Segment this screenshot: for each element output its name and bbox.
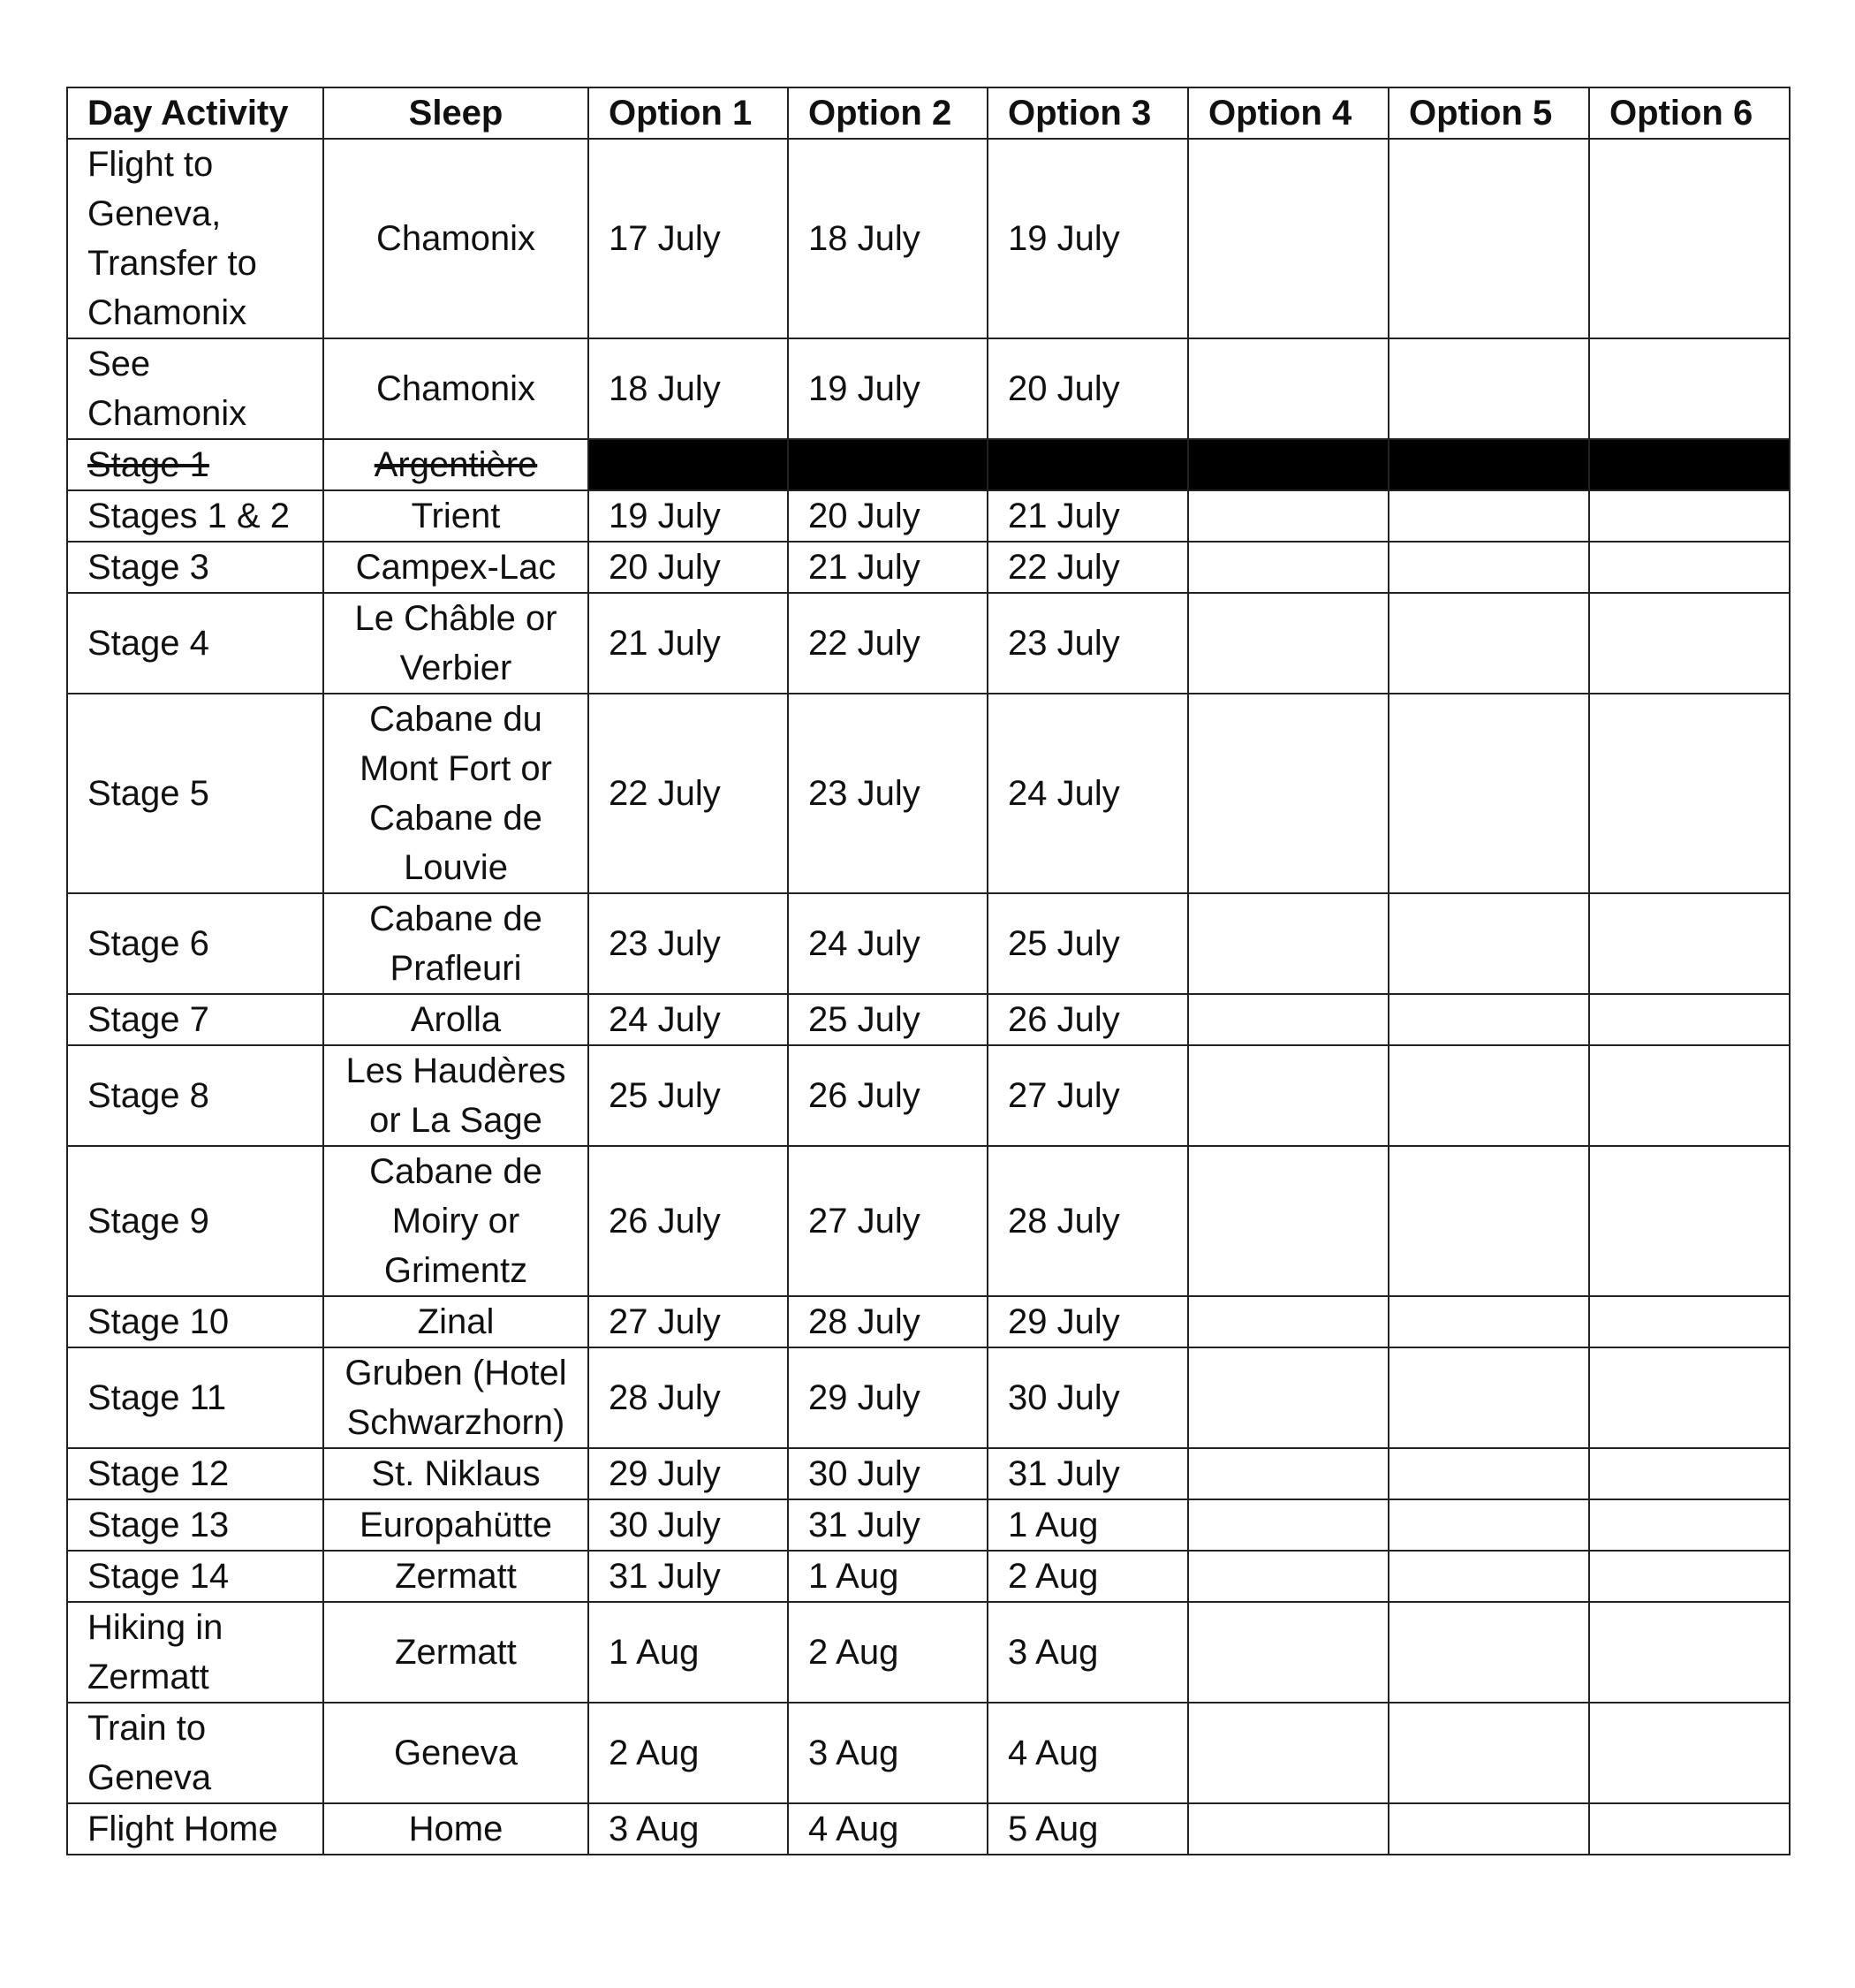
sleep-cell: Argentière (323, 439, 588, 490)
table-row (67, 1296, 1790, 1347)
option-2-date-cell: 21 July (788, 542, 988, 593)
option-5-date-cell (1389, 1347, 1589, 1448)
option-5-date-cell (1389, 1499, 1589, 1551)
option-6-date-cell (1589, 1703, 1790, 1803)
activity-cell: Stage 6 (67, 893, 323, 994)
option-6-date-cell (1589, 1347, 1790, 1448)
table-row (67, 1499, 1790, 1551)
option-4-date-cell (1188, 1551, 1389, 1602)
table-row (67, 1602, 1790, 1703)
option-3-date-cell: 31 July (988, 1448, 1188, 1499)
sleep-cell: Chamonix (323, 139, 588, 338)
option-1-date-cell: 21 July (588, 593, 788, 694)
activity-cell: Stage 9 (67, 1146, 323, 1296)
option-2-date-cell: 20 July (788, 490, 988, 542)
option-6-date-cell (1589, 1045, 1790, 1146)
option-4-date-cell (1188, 1499, 1389, 1551)
table-row (67, 1347, 1790, 1448)
option-6-date-cell (1589, 694, 1790, 893)
table-row (67, 1045, 1790, 1146)
option-2-date-cell: 27 July (788, 1146, 988, 1296)
option-6-date-cell (1589, 893, 1790, 994)
option-6-date-cell (1589, 439, 1790, 490)
sleep-cell: Cabane du Mont Fort or Cabane de Louvie (323, 694, 588, 893)
option-2-date-cell: 1 Aug (788, 1551, 988, 1602)
column-header-option-2: Option 2 (788, 87, 988, 139)
option-3-date-cell: 4 Aug (988, 1703, 1188, 1803)
activity-cell: Stage 1 (67, 439, 323, 490)
table-row (67, 439, 1790, 490)
option-6-date-cell (1589, 139, 1790, 338)
sleep-cell: Les Haudères or La Sage (323, 1045, 588, 1146)
option-1-date-cell: 31 July (588, 1551, 788, 1602)
option-6-date-cell (1589, 1803, 1790, 1855)
activity-cell: Flight to Geneva, Transfer to Chamonix (67, 139, 323, 338)
option-4-date-cell (1188, 1045, 1389, 1146)
option-5-date-cell (1389, 542, 1589, 593)
option-5-date-cell (1389, 338, 1589, 439)
option-1-date-cell: 25 July (588, 1045, 788, 1146)
activity-cell: Flight Home (67, 1803, 323, 1855)
option-3-date-cell: 2 Aug (988, 1551, 1188, 1602)
option-5-date-cell (1389, 1703, 1589, 1803)
option-2-date-cell: 19 July (788, 338, 988, 439)
activity-cell: Stage 5 (67, 694, 323, 893)
sleep-cell: Zermatt (323, 1551, 588, 1602)
table-row (67, 1803, 1790, 1855)
activity-cell: Stage 3 (67, 542, 323, 593)
option-1-date-cell: 26 July (588, 1146, 788, 1296)
option-1-date-cell: 24 July (588, 994, 788, 1045)
option-4-date-cell (1188, 994, 1389, 1045)
option-3-date-cell: 21 July (988, 490, 1188, 542)
table-row (67, 1448, 1790, 1499)
option-6-date-cell (1589, 1146, 1790, 1296)
option-3-date-cell: 3 Aug (988, 1602, 1188, 1703)
option-1-date-cell: 27 July (588, 1296, 788, 1347)
option-3-date-cell (988, 439, 1188, 490)
sleep-cell: Europahütte (323, 1499, 588, 1551)
option-2-date-cell (788, 439, 988, 490)
itinerary-table (66, 87, 1791, 1855)
option-5-date-cell (1389, 1803, 1589, 1855)
option-1-date-cell: 20 July (588, 542, 788, 593)
option-3-date-cell: 23 July (988, 593, 1188, 694)
option-1-date-cell: 23 July (588, 893, 788, 994)
option-2-date-cell: 18 July (788, 139, 988, 338)
option-1-date-cell: 17 July (588, 139, 788, 338)
column-header-option-3: Option 3 (988, 87, 1188, 139)
sleep-cell: Zinal (323, 1296, 588, 1347)
option-1-date-cell: 22 July (588, 694, 788, 893)
option-2-date-cell: 23 July (788, 694, 988, 893)
option-2-date-cell: 28 July (788, 1296, 988, 1347)
option-6-date-cell (1589, 1551, 1790, 1602)
column-header-option-5: Option 5 (1389, 87, 1589, 139)
option-4-date-cell (1188, 1703, 1389, 1803)
option-3-date-cell: 19 July (988, 139, 1188, 338)
sleep-cell: St. Niklaus (323, 1448, 588, 1499)
option-6-date-cell (1589, 1296, 1790, 1347)
option-1-date-cell: 1 Aug (588, 1602, 788, 1703)
option-2-date-cell: 25 July (788, 994, 988, 1045)
option-3-date-cell: 30 July (988, 1347, 1188, 1448)
option-5-date-cell (1389, 1045, 1589, 1146)
option-4-date-cell (1188, 139, 1389, 338)
option-5-date-cell (1389, 1551, 1589, 1602)
option-5-date-cell (1389, 490, 1589, 542)
option-3-date-cell: 27 July (988, 1045, 1188, 1146)
activity-cell: Stage 11 (67, 1347, 323, 1448)
sleep-cell: Campex-Lac (323, 542, 588, 593)
table-row (67, 694, 1790, 893)
activity-cell: Stage 8 (67, 1045, 323, 1146)
option-3-date-cell: 22 July (988, 542, 1188, 593)
option-6-date-cell (1589, 1499, 1790, 1551)
option-2-date-cell: 26 July (788, 1045, 988, 1146)
option-6-date-cell (1589, 1448, 1790, 1499)
option-1-date-cell: 2 Aug (588, 1703, 788, 1803)
table-row (67, 542, 1790, 593)
table-body (67, 139, 1790, 1855)
option-2-date-cell: 29 July (788, 1347, 988, 1448)
option-4-date-cell (1188, 1296, 1389, 1347)
option-2-date-cell: 30 July (788, 1448, 988, 1499)
option-4-date-cell (1188, 439, 1389, 490)
option-6-date-cell (1589, 490, 1790, 542)
option-1-date-cell: 29 July (588, 1448, 788, 1499)
option-2-date-cell: 22 July (788, 593, 988, 694)
option-5-date-cell (1389, 1146, 1589, 1296)
option-5-date-cell (1389, 593, 1589, 694)
table-row (67, 1551, 1790, 1602)
option-4-date-cell (1188, 1347, 1389, 1448)
option-5-date-cell (1389, 1296, 1589, 1347)
option-6-date-cell (1589, 338, 1790, 439)
option-2-date-cell: 24 July (788, 893, 988, 994)
activity-cell: Stage 4 (67, 593, 323, 694)
sleep-cell: Cabane de Prafleuri (323, 893, 588, 994)
option-5-date-cell (1389, 1448, 1589, 1499)
option-3-date-cell: 26 July (988, 994, 1188, 1045)
option-4-date-cell (1188, 338, 1389, 439)
column-header-option-6: Option 6 (1589, 87, 1790, 139)
option-2-date-cell: 2 Aug (788, 1602, 988, 1703)
option-6-date-cell (1589, 1602, 1790, 1703)
activity-cell: Stage 13 (67, 1499, 323, 1551)
activity-cell: Stages 1 & 2 (67, 490, 323, 542)
option-5-date-cell (1389, 893, 1589, 994)
option-4-date-cell (1188, 1602, 1389, 1703)
option-5-date-cell (1389, 994, 1589, 1045)
option-4-date-cell (1188, 593, 1389, 694)
table-row (67, 1146, 1790, 1296)
sleep-cell: Trient (323, 490, 588, 542)
table-row (67, 593, 1790, 694)
option-2-date-cell: 31 July (788, 1499, 988, 1551)
sleep-cell: Home (323, 1803, 588, 1855)
column-header-option-4: Option 4 (1188, 87, 1389, 139)
column-header-day-activity: Day Activity (67, 87, 323, 139)
option-5-date-cell (1389, 139, 1589, 338)
option-1-date-cell: 19 July (588, 490, 788, 542)
activity-cell: Stage 10 (67, 1296, 323, 1347)
column-header-sleep: Sleep (323, 87, 588, 139)
option-1-date-cell: 28 July (588, 1347, 788, 1448)
option-4-date-cell (1188, 893, 1389, 994)
table-row (67, 1703, 1790, 1803)
option-3-date-cell: 28 July (988, 1146, 1188, 1296)
option-3-date-cell: 29 July (988, 1296, 1188, 1347)
activity-cell: Stage 7 (67, 994, 323, 1045)
option-1-date-cell: 18 July (588, 338, 788, 439)
sleep-cell: Geneva (323, 1703, 588, 1803)
sleep-cell: Cabane de Moiry or Grimentz (323, 1146, 588, 1296)
table-row (67, 994, 1790, 1045)
activity-cell: Stage 12 (67, 1448, 323, 1499)
option-4-date-cell (1188, 542, 1389, 593)
option-2-date-cell: 4 Aug (788, 1803, 988, 1855)
sleep-cell: Le Châble or Verbier (323, 593, 588, 694)
option-6-date-cell (1589, 593, 1790, 694)
option-4-date-cell (1188, 694, 1389, 893)
option-4-date-cell (1188, 490, 1389, 542)
sleep-cell: Chamonix (323, 338, 588, 439)
option-1-date-cell: 3 Aug (588, 1803, 788, 1855)
sleep-cell: Zermatt (323, 1602, 588, 1703)
table-row (67, 893, 1790, 994)
sleep-cell: Arolla (323, 994, 588, 1045)
option-3-date-cell: 20 July (988, 338, 1188, 439)
option-4-date-cell (1188, 1448, 1389, 1499)
option-2-date-cell: 3 Aug (788, 1703, 988, 1803)
table-row (67, 338, 1790, 439)
table-row (67, 490, 1790, 542)
option-4-date-cell (1188, 1803, 1389, 1855)
option-6-date-cell (1589, 994, 1790, 1045)
option-5-date-cell (1389, 694, 1589, 893)
option-4-date-cell (1188, 1146, 1389, 1296)
option-5-date-cell (1389, 439, 1589, 490)
activity-cell: Hiking in Zermatt (67, 1602, 323, 1703)
option-1-date-cell (588, 439, 788, 490)
option-3-date-cell: 25 July (988, 893, 1188, 994)
activity-cell: Stage 14 (67, 1551, 323, 1602)
table-row (67, 139, 1790, 338)
option-1-date-cell: 30 July (588, 1499, 788, 1551)
option-3-date-cell: 24 July (988, 694, 1188, 893)
option-6-date-cell (1589, 542, 1790, 593)
option-3-date-cell: 5 Aug (988, 1803, 1188, 1855)
table-header-row (67, 87, 1790, 139)
option-5-date-cell (1389, 1602, 1589, 1703)
column-header-option-1: Option 1 (588, 87, 788, 139)
sleep-cell: Gruben (Hotel Schwarzhorn) (323, 1347, 588, 1448)
activity-cell: Train to Geneva (67, 1703, 323, 1803)
option-3-date-cell: 1 Aug (988, 1499, 1188, 1551)
activity-cell: See Chamonix (67, 338, 323, 439)
